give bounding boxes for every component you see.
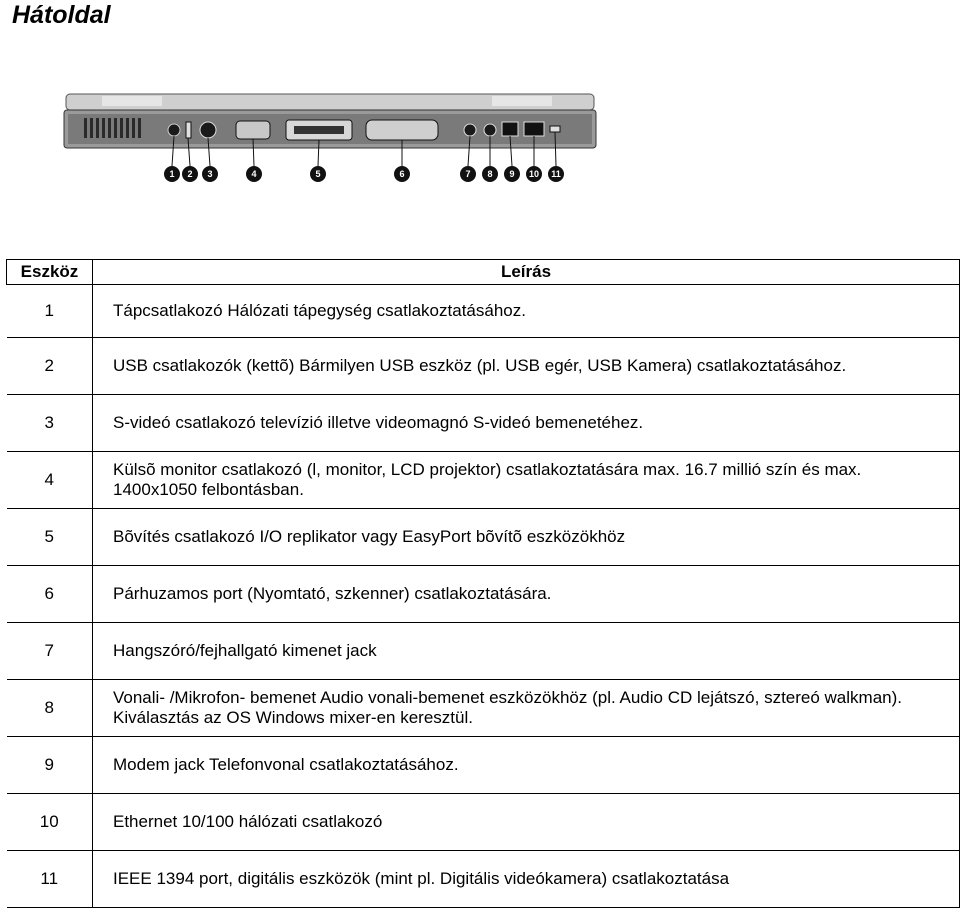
row-device-number: 10 <box>7 794 93 851</box>
row-device-number: 8 <box>7 680 93 737</box>
table-row <box>7 395 960 452</box>
callout-label: 9 <box>509 169 515 179</box>
ports-table <box>6 259 960 908</box>
row-description: Bõvítés csatlakozó I/O replikator vagy EasyPort bõvítõ eszközökhöz <box>93 509 960 566</box>
table-row <box>7 566 960 623</box>
page-title: Hátoldal <box>12 1 111 29</box>
table-row <box>7 680 960 737</box>
row-description: IEEE 1394 port, digitális eszközök (mint pl. Digitális videókamera) csatlakoztatása <box>93 851 960 908</box>
row-device-number: 1 <box>7 285 93 338</box>
callout-label: 2 <box>187 169 193 179</box>
column-header-device: Eszköz <box>7 260 93 285</box>
row-device-number: 5 <box>7 509 93 566</box>
table-row <box>7 452 960 509</box>
callout-label: 5 <box>315 169 321 179</box>
row-device-number: 4 <box>7 452 93 509</box>
row-description: Ethernet 10/100 hálózati csatlakozó <box>93 794 960 851</box>
row-description: USB csatlakozók (kettõ) Bármilyen USB eszköz (pl. USB egér, USB Kamera) csatlakoztatásához. <box>93 338 960 395</box>
callout-label: 7 <box>465 169 471 179</box>
callout-label: 6 <box>399 169 405 179</box>
callout-label: 10 <box>528 169 540 179</box>
table-row <box>7 851 960 908</box>
callout-label: 1 <box>169 169 175 179</box>
table-header-row <box>7 260 960 285</box>
table-row <box>7 285 960 338</box>
row-description: Külsõ monitor csatlakozó (l, monitor, LCD projektor) csatlakoztatására max. 16.7 millió szín és max. 1400x1050 felbontásban. <box>93 452 960 509</box>
callout-label: 8 <box>487 169 493 179</box>
row-device-number: 9 <box>7 737 93 794</box>
row-description: Vonali- /Mikrofon- bemenet Audio vonali-bemenet eszközökhöz (pl. Audio CD lejátszó, sztereó walkman). Kiválasztás az OS Windows mixer-en keresztül. <box>93 680 960 737</box>
callout-label: 11 <box>551 169 561 179</box>
callout-label: 4 <box>251 169 257 179</box>
column-header-description: Leírás <box>93 260 960 285</box>
row-device-number: 3 <box>7 395 93 452</box>
callout-label: 3 <box>207 169 213 179</box>
row-description: S-videó csatlakozó televízió illetve videomagnó S-videó bemenetéhez. <box>93 395 960 452</box>
row-device-number: 2 <box>7 338 93 395</box>
table-row <box>7 623 960 680</box>
laptop-rear-panel-image <box>62 88 598 188</box>
table-row <box>7 509 960 566</box>
table-row <box>7 737 960 794</box>
row-description: Párhuzamos port (Nyomtató, szkenner) csatlakoztatására. <box>93 566 960 623</box>
table-row <box>7 794 960 851</box>
row-device-number: 6 <box>7 566 93 623</box>
table-row <box>7 338 960 395</box>
row-device-number: 11 <box>7 851 93 908</box>
row-description: Tápcsatlakozó Hálózati tápegység csatlakoztatásához. <box>93 285 960 338</box>
row-device-number: 7 <box>7 623 93 680</box>
row-description: Modem jack Telefonvonal csatlakoztatásához. <box>93 737 960 794</box>
row-description: Hangszóró/fejhallgató kimenet jack <box>93 623 960 680</box>
